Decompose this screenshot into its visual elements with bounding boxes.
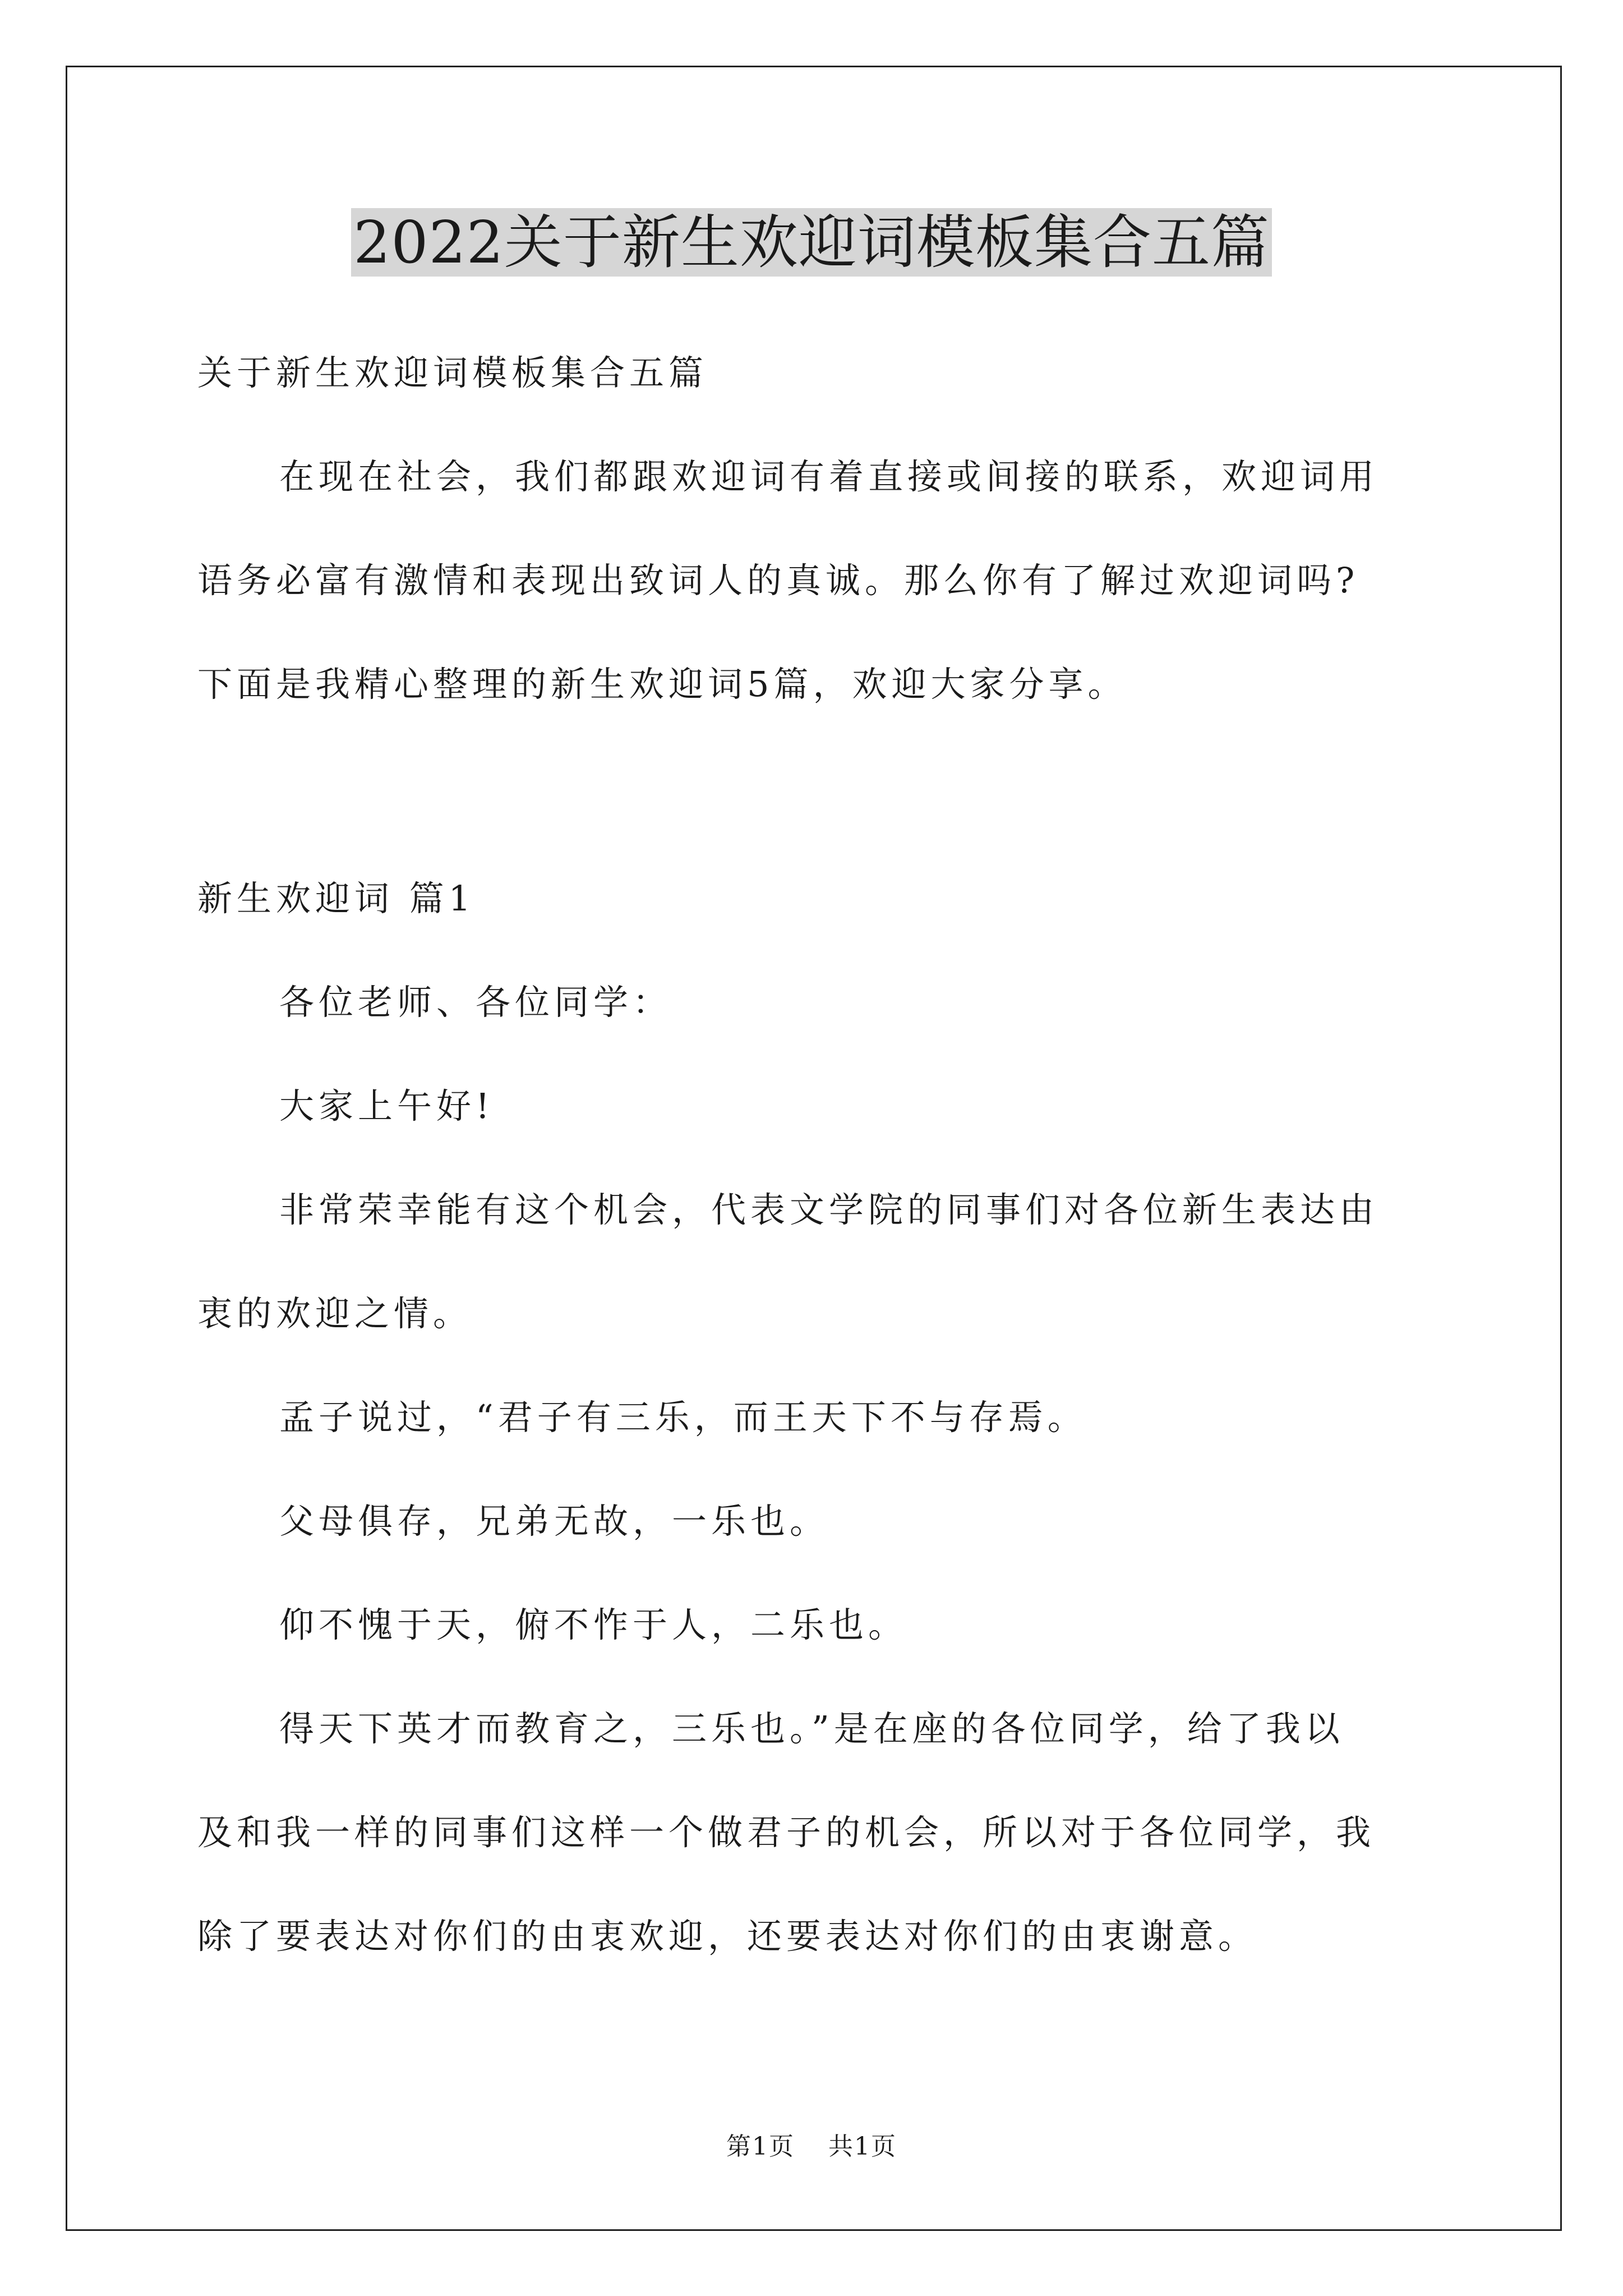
section-heading: 新生欢迎词 篇1 — [197, 878, 476, 919]
body-line-2: 大家上午好! — [279, 1085, 494, 1126]
subtitle: 关于新生欢迎词模板集合五篇 — [197, 352, 708, 393]
intro-line-1: 在现在社会，我们都跟欢迎词有着直接或间接的联系，欢迎词用 — [279, 456, 1379, 497]
body-line-1: 各位老师、各位同学： — [279, 982, 672, 1023]
page-total: 共1页 — [828, 2132, 897, 2161]
body-line-8: 得天下英才而教育之，三乐也。”是在座的各位同学，给了我以 — [279, 1708, 1344, 1749]
body-line-4: 衷的欢迎之情。 — [197, 1293, 473, 1334]
intro-line-2: 语务必富有激情和表现出致词人的真诚。那么你有了解过欢迎词吗? — [197, 560, 1359, 601]
body-line-5: 孟子说过，“君子有三乐，而王天下不与存焉。 — [279, 1397, 1087, 1438]
page-number: 第1页 — [726, 2132, 795, 2161]
page-footer — [0, 2126, 1623, 2162]
body-line-9: 及和我一样的同事们这样一个做君子的机会，所以对于各位同学，我 — [197, 1812, 1376, 1853]
body-line-3: 非常荣幸能有这个机会，代表文学院的同事们对各位新生表达由 — [279, 1189, 1379, 1230]
body-line-6: 父母俱存，兄弟无故，一乐也。 — [279, 1501, 829, 1542]
title-text: 2022关于新生欢迎词模板集合五篇 — [351, 208, 1272, 277]
body-line-10: 除了要表达对你们的由衷欢迎，还要表达对你们的由衷谢意。 — [197, 1916, 1258, 1957]
intro-line-3: 下面是我精心整理的新生欢迎词5篇，欢迎大家分享。 — [197, 664, 1127, 705]
document-title — [0, 203, 1623, 282]
body-line-7: 仰不愧于天，俯不怍于人，二乐也。 — [279, 1604, 908, 1645]
